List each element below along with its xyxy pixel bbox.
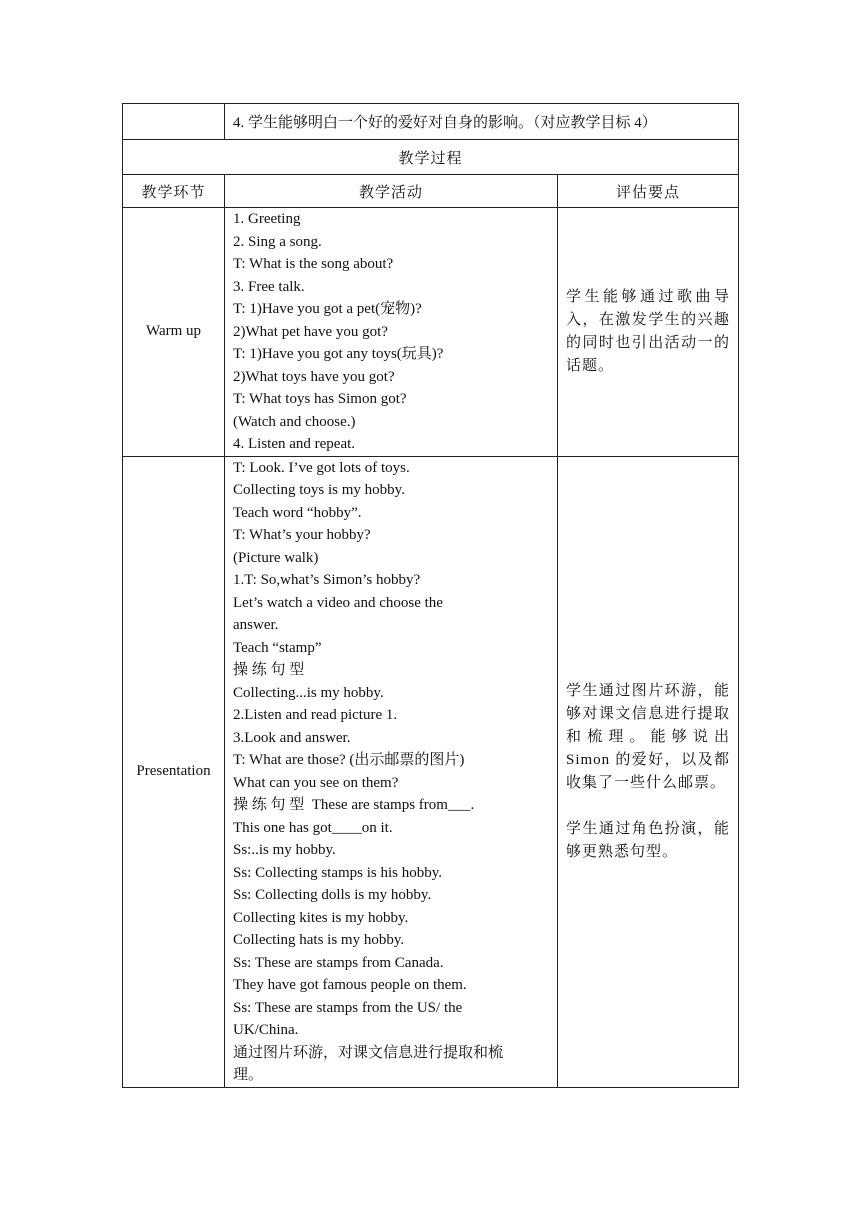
activity-line: T: What are those? (出示邮票的图片) (233, 752, 465, 768)
activity-line: This one has got____on it. (233, 819, 393, 836)
empty-cell (123, 104, 225, 140)
activity-line: T: What is the song about? (233, 256, 394, 272)
activity-line: 3.Look and answer. (233, 729, 351, 746)
activity-line: Collecting kites is my hobby. (233, 909, 409, 926)
activity-line: 2)What pet have you got? (233, 323, 388, 340)
activity-line: 4. Listen and repeat. (233, 436, 356, 452)
presentation-row (123, 456, 739, 1087)
activity-line: Collecting...is my hobby. (233, 684, 384, 701)
activity-line: answer. (233, 617, 279, 633)
activity-line: They have got famous people on them. (233, 977, 467, 993)
activity-line: Ss: These are stamps from Canada. (233, 954, 444, 971)
evaluation-text: 学生通过角色扮演，能够更熟悉句型。 (566, 820, 731, 860)
activity-line: T: 1)Have you got any toys(玩具)? (233, 346, 444, 362)
activity-line: (Watch and choose.) (233, 413, 356, 430)
paragraph-gap (566, 795, 730, 818)
activity-line: T: 1)Have you got a pet(宠物)? (233, 301, 422, 317)
process-title: 教学过程 (123, 140, 739, 175)
warmup-evaluation (558, 208, 739, 457)
header-stage: 教学环节 (123, 175, 225, 208)
presentation-stage: Presentation (123, 456, 225, 1087)
activity-line: Ss: Collecting dolls is my hobby. (233, 887, 432, 903)
activity-line: 通过图片环游，对课文信息进行提取和梳 (233, 1044, 504, 1061)
activity-line: 2)What toys have you got? (233, 368, 395, 385)
activity-line: 操 练 句 型 These are stamps from___. (233, 797, 475, 813)
activity-line: Ss:..is my hobby. (233, 842, 336, 858)
objective-4-text: 4. 学生能够明白一个好的爱好对自身的影响。（对应教学目标 4） (225, 104, 739, 140)
evaluation-text: 学生通过图片环游，能够对课文信息进行提取和梳理。能够说出 Simon 的爱好，以及都收集了一些什么邮票。 (566, 682, 731, 791)
header-activity: 教学活动 (225, 175, 558, 208)
process-title-row (123, 140, 739, 175)
objectives-row (123, 104, 739, 140)
activity-line: Teach word “hobby”. (233, 504, 362, 521)
activity-line: Ss: Collecting stamps is his hobby. (233, 864, 443, 881)
activity-line: UK/China. (233, 1022, 299, 1038)
lesson-plan-table (122, 103, 739, 1088)
activity-line: (Picture walk) (233, 549, 319, 566)
evaluation-text: 学生能够通过歌曲导入，在激发学生的兴趣的同时也引出活动一的话题。 (566, 288, 731, 374)
activity-line: 2.Listen and read picture 1. (233, 707, 398, 723)
warmup-row (123, 208, 739, 457)
activity-line: 理。 (233, 1067, 264, 1083)
activity-line: 操 练 句 型 (233, 662, 305, 678)
activity-line: 1.T: So,what’s Simon’s hobby? (233, 572, 421, 588)
activity-line: Collecting hats is my hobby. (233, 932, 405, 948)
activity-line: Ss: These are stamps from the US/ the (233, 999, 463, 1016)
activity-line: 2. Sing a song. (233, 233, 322, 250)
activity-line: T: Look. I’ve got lots of toys. (233, 459, 410, 476)
activity-line: 1. Greeting (233, 211, 301, 227)
warmup-stage: Warm up (123, 208, 225, 457)
activity-line: What can you see on them? (233, 774, 399, 791)
activity-line: Teach “stamp” (233, 639, 322, 656)
activity-line: T: What’s your hobby? (233, 527, 371, 543)
activity-line: 3. Free talk. (233, 278, 305, 295)
header-evaluation: 评估要点 (558, 175, 739, 208)
warmup-activities (225, 208, 558, 457)
activity-line: Let’s watch a video and choose the (233, 594, 443, 611)
activity-line: T: What toys has Simon got? (233, 391, 407, 407)
presentation-activities (225, 456, 558, 1087)
header-row (123, 175, 739, 208)
presentation-evaluation (558, 456, 739, 1087)
activity-line: Collecting toys is my hobby. (233, 482, 405, 498)
